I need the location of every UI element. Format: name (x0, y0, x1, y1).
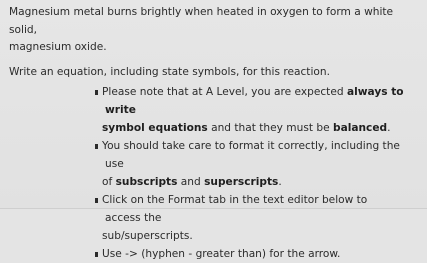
instruction-line: sub/superscripts. (102, 230, 193, 242)
emphasis-text: symbol equations (102, 122, 208, 134)
instruction-text: and (177, 176, 205, 188)
bullet-icon (95, 198, 98, 203)
instruction-line (102, 119, 405, 137)
instruction-text: Please note that at A Level, you are expected (102, 86, 347, 98)
instruction-line: You should take care to format it correctly, including the use (102, 140, 400, 170)
divider (0, 208, 427, 209)
instruction-text: and that they must be (207, 122, 333, 134)
instruction-item (9, 191, 405, 245)
bullet-icon (95, 252, 98, 257)
instruction-text: of (102, 176, 116, 188)
question-intro (9, 4, 419, 57)
instruction-item (9, 83, 405, 137)
instruction-line (102, 173, 405, 191)
intro-line-1: Magnesium metal burns brightly when heated in oxygen to form a white solid, (9, 6, 394, 36)
question-task: Write an equation, including state symbols, for this reaction. (9, 65, 330, 78)
bullet-icon (95, 144, 98, 149)
intro-line-2: magnesium oxide. (9, 41, 107, 53)
instruction-text: . (387, 122, 391, 134)
emphasis-text: balanced (332, 122, 388, 134)
emphasis-text: subscripts (115, 176, 178, 188)
instruction-line (102, 83, 405, 119)
instruction-list (9, 83, 419, 263)
bullet-icon (95, 90, 98, 95)
emphasis-text: always to write (105, 86, 404, 116)
emphasis-text: superscripts (204, 176, 279, 188)
instruction-text: . (278, 176, 282, 188)
instruction-item (9, 245, 405, 263)
instruction-line: Use -> (hyphen - greater than) for the arrow. (102, 248, 341, 260)
instruction-line: Click on the Format tab in the text editor below to access the (102, 194, 368, 224)
instruction-item (9, 137, 405, 191)
